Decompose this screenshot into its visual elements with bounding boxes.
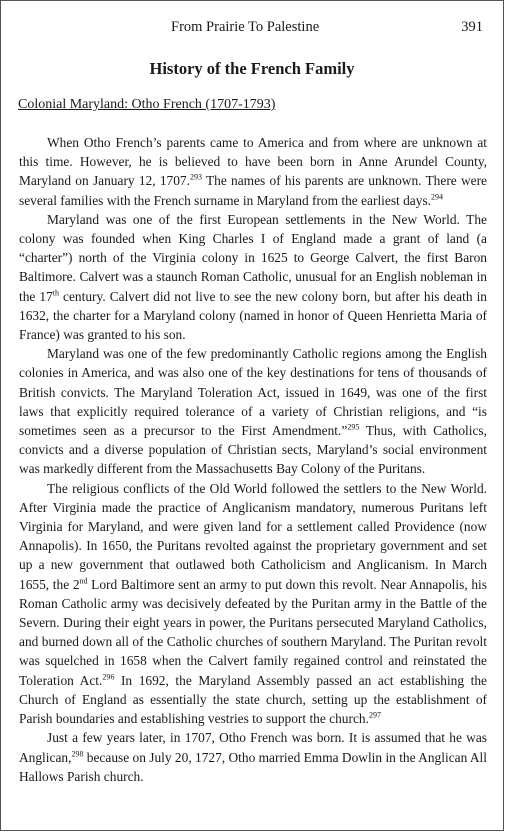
paragraph bbox=[19, 344, 487, 478]
paragraph-text: Maryland was one of the first European settlements in the New World. The colony was founded when King Charles I of England made a grant of land (a “charter”) north of the Virginia colony in 1625 to George Calvert, the first Baron Baltimore. Calvert was a staunch Roman Catholic, unusual for an English nobleman in the 17 bbox=[19, 211, 487, 304]
paragraph-text: The names of his parents are unknown. There were several families with the French surname in Maryland from the earliest days. bbox=[19, 173, 487, 208]
paragraph-text: The religious conflicts of the Old World followed the settlers to the New World. After Virginia made the practice of Anglicanism mandatory, numerous Puritans left Virginia for Maryland, and were given land for a settlement called Providence (now Annapolis). In 1650, the Puritans revolted against the proprietary government and set up a new government that outlawed both Catholicism and Anglicanism. In March 1655, the 2 bbox=[19, 480, 487, 592]
paragraph-text: Thus, with Catholics, convicts and a diverse population of Christian sects, Maryland’s social environment was markedly different from the Massachusetts Bay Colony of the Puritans. bbox=[19, 423, 487, 477]
paragraph-text: In 1692, the Maryland Assembly passed an act establishing the Church of England as essentially the state church, setting up the establishment of Parish boundaries and establishing vestries to support the church. bbox=[19, 672, 487, 727]
footnote-ref: 297 bbox=[368, 710, 381, 720]
footnote-ref: 298 bbox=[71, 749, 84, 759]
paragraph-text: because on July 20, 1727, Otho married Emma Dowlin in the Anglican All Hallows Parish church. bbox=[19, 749, 487, 784]
footnote-ref: nd bbox=[79, 576, 88, 586]
paragraph-text: Just a few years later, in 1707, Otho French was born. It is assumed that he was Anglican, bbox=[19, 730, 487, 765]
chapter-title: History of the French Family bbox=[149, 59, 355, 78]
footnote-ref: th bbox=[52, 288, 60, 298]
paragraph-text: Lord Baltimore sent an army to put down this revolt. Near Annapolis, his Roman Catholic army was decisively defeated by the Puritan army in the Battle of the Severn. During their eight years in power, the Puritans persecuted Maryland Catholics, and burned down all of the Catholic churches of southern Maryland. The Puritan revolt was squelched in 1658 when the Calvert family regained control and reinstated the Toleration Act. bbox=[19, 576, 487, 688]
paragraph bbox=[19, 210, 487, 344]
footnote-ref: 295 bbox=[347, 422, 360, 432]
paragraph-text: Maryland was one of the few predominantly Catholic regions among the English colonies in America, and was also one of the key destinations for tens of thousands of British convicts. The Maryland Toleration Act, issued in 1649, was one of the first laws that explicitly required tolerance of a variety of Christian religions, and “is sometimes seen as a precursor to the First Amendment.” bbox=[19, 346, 487, 439]
paragraph bbox=[19, 479, 487, 729]
page-number: 391 bbox=[461, 19, 483, 35]
paragraph bbox=[19, 133, 487, 210]
running-header bbox=[1, 19, 503, 39]
paragraph-text: century. Calvert did not live to see the new colony born, but after his death in 1632, the charter for a Maryland colony (named in honor of Queen Henrietta Maria of France) was granted to his son. bbox=[19, 288, 487, 343]
footnote-ref: 296 bbox=[102, 672, 115, 682]
paragraph-text: When Otho French’s parents came to America and from where are unknown at this time. However, he is believed to have been born in Anne Arundel County, Maryland on January 12, 1707. bbox=[19, 135, 487, 189]
running-title: From Prairie To Palestine bbox=[171, 19, 320, 35]
paragraph bbox=[19, 728, 487, 786]
footnote-ref: 294 bbox=[431, 192, 444, 202]
footnote-ref: 293 bbox=[189, 172, 202, 182]
body-text bbox=[19, 133, 487, 786]
section-heading: Colonial Maryland: Otho French (1707-1793) bbox=[18, 97, 276, 112]
